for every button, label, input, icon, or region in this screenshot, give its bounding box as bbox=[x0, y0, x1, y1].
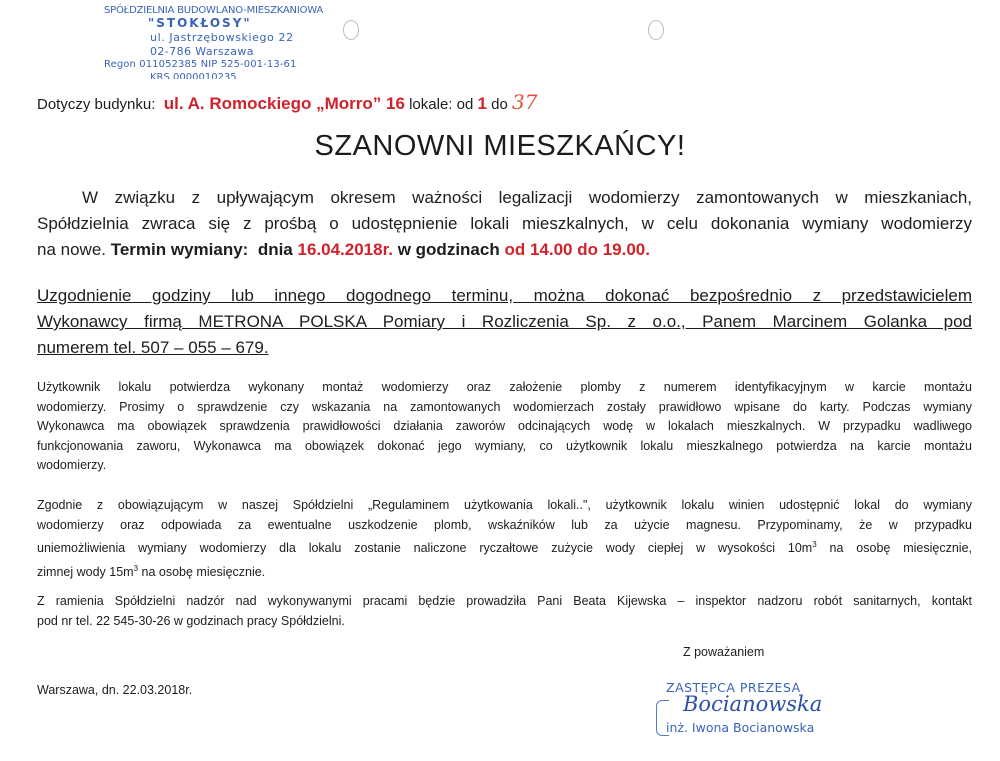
punch-hole-icon bbox=[343, 20, 359, 40]
p2-line3: numerem tel. 507 – 055 – 679. bbox=[37, 338, 269, 357]
stamp-regon-nip: Regon 011052385 NIP 525-001-13-61 bbox=[104, 59, 297, 70]
signatory-name: inż. Iwona Bocianowska bbox=[666, 720, 815, 735]
units-prefix: lokale: od bbox=[409, 96, 474, 113]
building-prefix: Dotyczy budynku: bbox=[37, 96, 156, 113]
p4-line3 bbox=[37, 535, 972, 559]
stamp-krs: KRS 0000010235 bbox=[150, 72, 237, 79]
paragraph-contractor-contact bbox=[37, 283, 972, 361]
p1-line2: Spółdzielnia zwraca się z prośbą o udostępnienie lokali mieszkalnych, w celu dokonania wymiany wodomierzy bbox=[37, 214, 972, 233]
p1-line3 bbox=[37, 237, 972, 263]
units-to-handwritten: 37 bbox=[511, 90, 538, 114]
p2-line1: Uzgodnienie godziny lub innego dogodnego terminu, można dokonać bezpośrednio z przedstawicielem bbox=[37, 286, 972, 305]
paragraph-user-confirmation bbox=[37, 378, 972, 476]
p3-line2: wodomierzy. Prosimy o sprawdzenie czy wskazania na zamontowanych wodomierzach zostały prawidłowo wpisane do karty. Podczas wymiany bbox=[37, 399, 972, 414]
p4-line4-end: na osobę miesięcznie. bbox=[138, 564, 266, 579]
paragraph-meter-replacement bbox=[37, 185, 972, 263]
p4-line3-end: na osobę miesięcznie, bbox=[816, 541, 972, 556]
units-from: 1 bbox=[477, 94, 487, 113]
p1-line3-start: na nowe. bbox=[37, 240, 106, 259]
term-hours-prefix: w godzinach bbox=[397, 240, 500, 259]
term-date: 16.04.2018r. bbox=[297, 240, 393, 259]
p3-line5: wodomierzy. bbox=[37, 458, 107, 472]
p3-line1: Użytkownik lokalu potwierdza wykonany montaż wodomierzy oraz założenie plomby z numerem identyfikacyjnym w karcie montażu bbox=[37, 380, 972, 394]
p4-line2: wodomierzy oraz odpowiada za ewentualne uszkodzenie plomb, wskaźników lub za użycie magnesu. Przypominamy, że w przypadku bbox=[37, 517, 972, 532]
p3-line3: Wykonawca ma obowiązek sprawdzenia prawidłowości działania zaworów odcinających wodę w lokalach mieszkalnych. W przypadku wadliwego bbox=[37, 419, 972, 433]
closing-regards: Z poważaniem bbox=[683, 645, 765, 659]
stamp-organization-name: SPÓŁDZIELNIA BUDOWLANO-MIESZKANIOWA bbox=[104, 5, 324, 16]
p5-line2: pod nr tel. 22 545-30-26 w godzinach pracy Spółdzielni. bbox=[37, 613, 345, 628]
page-title: SZANOWNI MIESZKAŃCY! bbox=[314, 130, 686, 162]
p3-line4: funkcjonowania zaworu, Wykonawca ma obowiązek dokonać jego wymiany, co użytkownik lokalu mieszkalnego potwierdza na karcie montażu bbox=[37, 438, 972, 453]
p1-line1: W związku z upływającym okresem ważności legalizacji wodomierzy zamontowanych w mieszkaniach, bbox=[82, 188, 972, 207]
p2-line2: Wykonawcy firmą METRONA POLSKA Pomiary i Rozliczenia Sp. z o.o., Panem Marcinem Golanka pod bbox=[37, 312, 972, 331]
stamp-cooperative-name: "STOKŁOSY" bbox=[148, 16, 252, 30]
term-day-prefix: dnia bbox=[257, 240, 293, 259]
p4-line1: Zgodnie z obowiązującym w naszej Spółdzielni „Regulaminem użytkowania lokali..", użytkownik lokalu winien udostępnić lokal do wymiany bbox=[37, 498, 972, 512]
signature-title: ZASTĘPCA PREZESA bbox=[666, 680, 801, 695]
p4-line4-text: zimnej wody 15m bbox=[37, 564, 134, 579]
stamp-street: ul. Jastrzębowskiego 22 bbox=[150, 31, 294, 44]
building-address: ul. A. Romockiego „Morro” 16 bbox=[163, 94, 405, 113]
punch-hole-icon bbox=[648, 20, 664, 40]
term-hours: od 14.00 do 19.00. bbox=[504, 240, 650, 259]
document-date: Warszawa, dn. 22.03.2018r. bbox=[37, 683, 193, 697]
p4-line3-text: uniemożliwienia wymiany wodomierzy dla lokalu zostanie naliczone ryczałtowe zużycie wody ciepłej w wysokości 10m bbox=[37, 541, 813, 556]
term-label: Termin wymiany: bbox=[110, 240, 249, 259]
units-to-prefix: do bbox=[491, 96, 508, 113]
p4-line4 bbox=[37, 559, 972, 583]
stamp-city: 02-786 Warszawa bbox=[150, 45, 254, 58]
paragraph-regulations bbox=[37, 496, 972, 582]
p5-line1: Z ramienia Spółdzielni nadzór nad wykonywanymi pracami będzie prowadziła Pani Beata Kijewska – inspektor nadzoru robót sanitarnych, kontakt bbox=[37, 594, 972, 608]
paragraph-supervision bbox=[37, 592, 972, 631]
building-info bbox=[37, 90, 537, 114]
p4-line3-sup: 3 bbox=[812, 540, 817, 549]
handwritten-signature: Bocianowska bbox=[683, 692, 823, 716]
p4-line4-sup: 3 bbox=[133, 563, 139, 573]
